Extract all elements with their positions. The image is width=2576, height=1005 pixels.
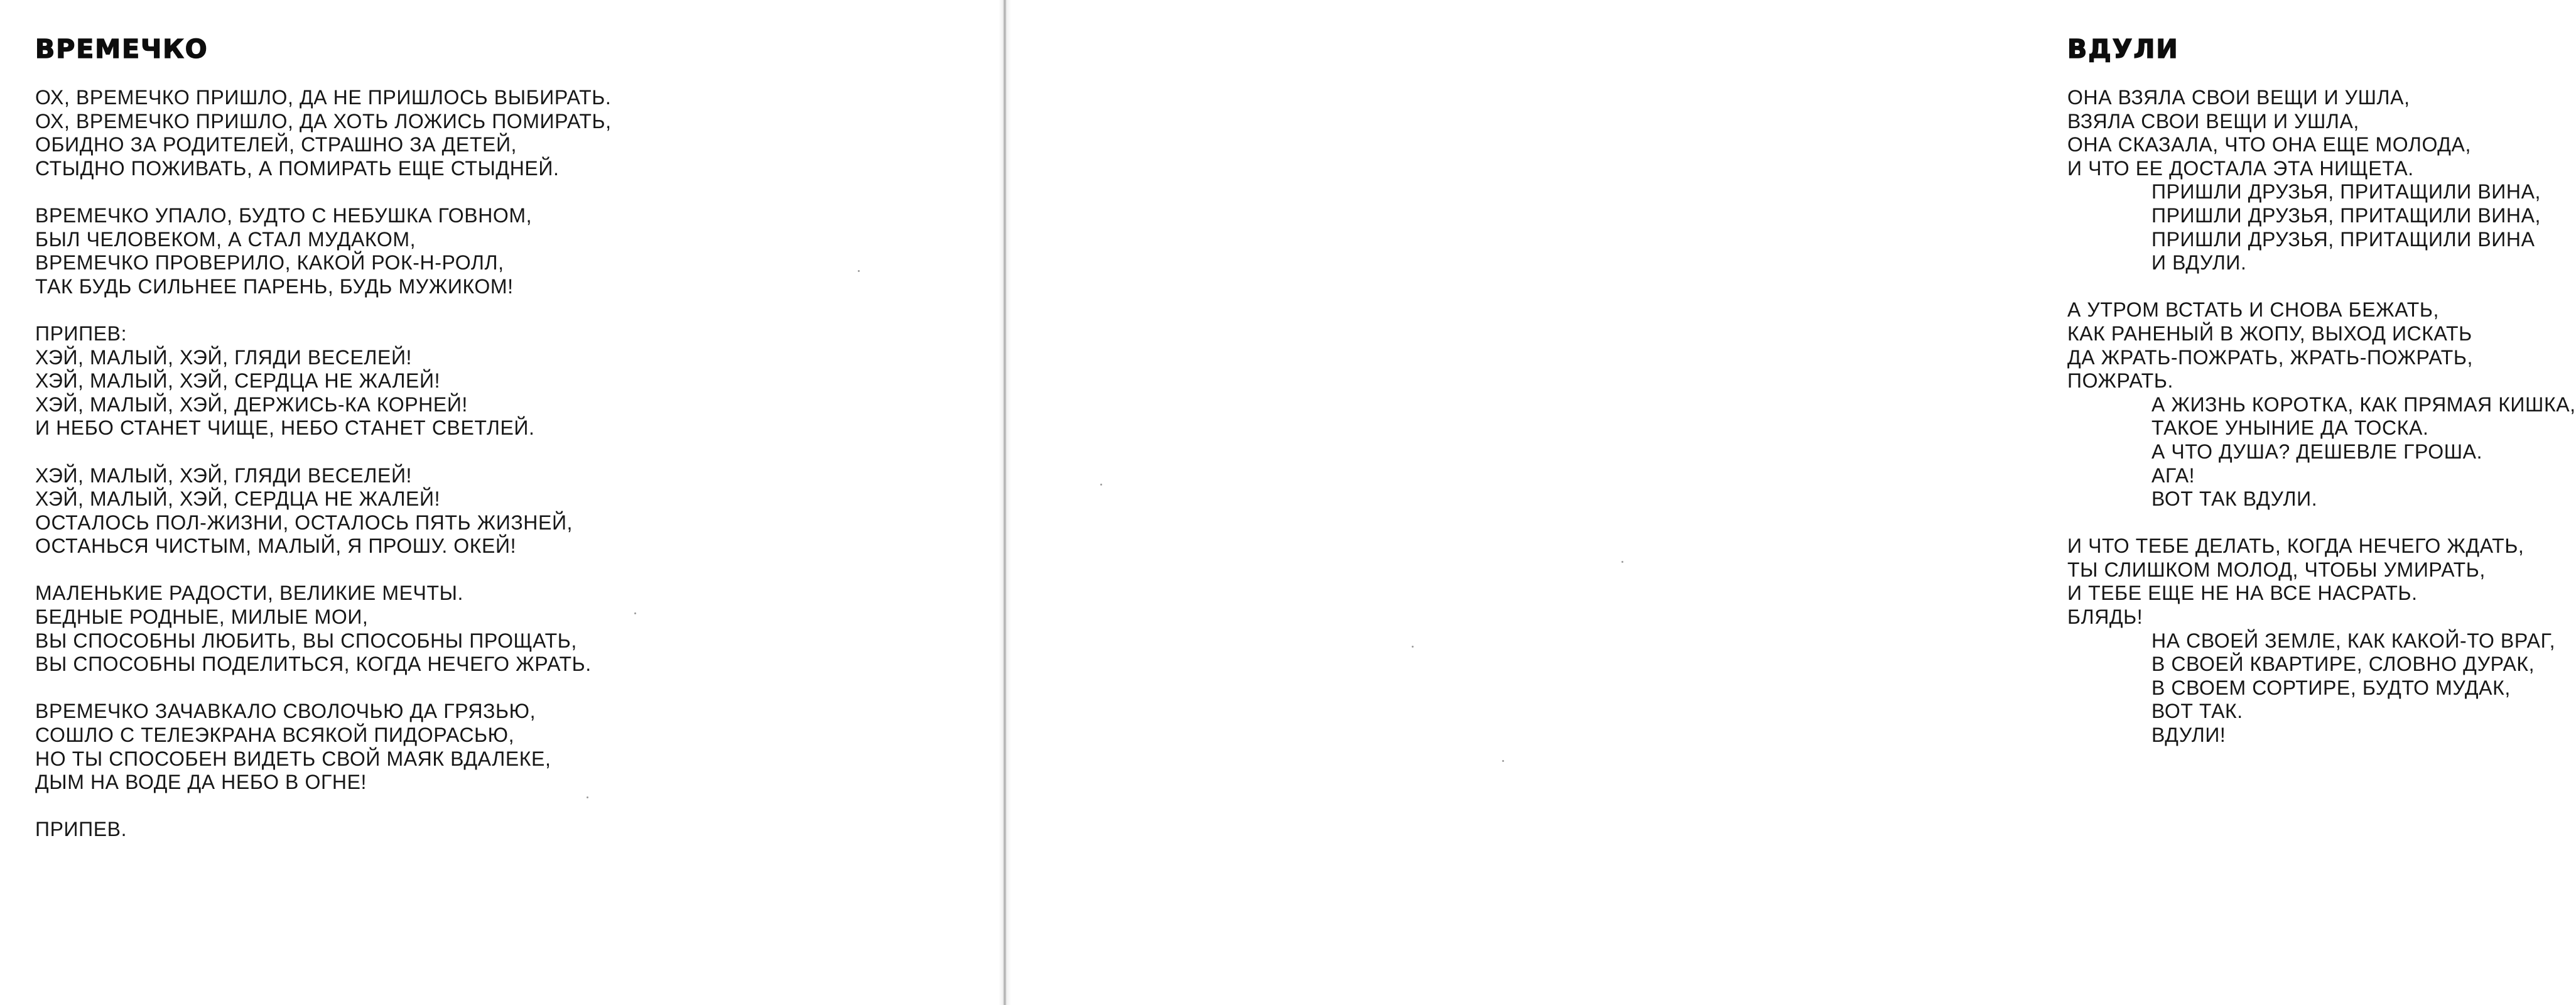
- lyric-line: ПОЖРАТЬ.: [2067, 369, 2174, 393]
- lyric-line: И ЧТО ТЕБЕ ДЕЛАТЬ, КОГДА НЕЧЕГО ЖДАТЬ,: [2067, 535, 2525, 558]
- scan-speck: [1100, 484, 1102, 486]
- lyric-line: И ЧТО ЕЕ ДОСТАЛА ЭТА НИЩЕТА.: [2067, 156, 2414, 180]
- lyric-line: ОНА СКАЗАЛА, ЧТО ОНА ЕЩЕ МОЛОДА,: [2067, 133, 2471, 156]
- stanza-break: [2067, 511, 2576, 535]
- lyric-line: МАЛЕНЬКИЕ РАДОСТИ, ВЕЛИКИЕ МЕЧТЫ.: [35, 582, 464, 605]
- lyric-line: ТАК БУДЬ СИЛЬНЕЕ ПАРЕНЬ, БУДЬ МУЖИКОМ!: [35, 274, 514, 298]
- lyric-line: ВРЕМЕЧКО ПРОВЕРИЛО, КАКОЙ РОК-Н-РОЛЛ,: [35, 251, 504, 274]
- lyrics-block: [2067, 86, 2576, 747]
- lyric-line: БЛЯДЬ!: [2067, 606, 2143, 629]
- lyric-line: АГА!: [2151, 464, 2195, 487]
- lyric-line: И НЕБО СТАНЕТ ЧИЩЕ, НЕБО СТАНЕТ СВЕТЛЕЙ.: [35, 416, 535, 440]
- lyric-line: А УТРОМ ВСТАТЬ И СНОВА БЕЖАТЬ,: [2067, 298, 2439, 322]
- lyric-line: ОХ, ВРЕМЕЧКО ПРИШЛО, ДА НЕ ПРИШЛОСЬ ВЫБИРАТЬ.: [35, 86, 612, 109]
- lyric-line: ВРЕМЕЧКО УПАЛО, БУДТО С НЕБУШКА ГОВНОМ,: [35, 204, 533, 227]
- right-page: [1009, 0, 2576, 1005]
- scan-speck: [1412, 646, 1414, 648]
- scan-speck: [1502, 760, 1504, 762]
- scan-speck: [634, 612, 636, 614]
- stanza-break: [35, 795, 612, 818]
- lyric-line: А ЧТО ДУША? ДЕШЕВЛЕ ГРОША.: [2151, 440, 2483, 463]
- scan-speck: [1621, 561, 1623, 563]
- lyric-line: В СВОЕЙ КВАРТИРЕ, СЛОВНО ДУРАК,: [2151, 653, 2535, 676]
- lyric-line: ПРИШЛИ ДРУЗЬЯ, ПРИТАЩИЛИ ВИНА: [2151, 227, 2535, 251]
- lyric-line: ДА ЖРАТЬ-ПОЖРАТЬ, ЖРАТЬ-ПОЖРАТЬ,: [2067, 345, 2474, 369]
- lyric-line: ХЭЙ, МАЛЫЙ, ХЭЙ, СЕРДЦА НЕ ЖАЛЕЙ!: [35, 369, 441, 393]
- lyric-line: НО ТЫ СПОСОБЕН ВИДЕТЬ СВОЙ МАЯК ВДАЛЕКЕ,: [35, 747, 551, 770]
- lyric-line: ВРЕМЕЧКО ЗАЧАВКАЛО СВОЛОЧЬЮ ДА ГРЯЗЬЮ,: [35, 700, 536, 723]
- lyric-line: ОСТАЛОСЬ ПОЛ-ЖИЗНИ, ОСТАЛОСЬ ПЯТЬ ЖИЗНЕЙ,: [35, 511, 573, 534]
- lyric-line: ПРИШЛИ ДРУЗЬЯ, ПРИТАЩИЛИ ВИНА,: [2151, 204, 2541, 227]
- stanza-break: [35, 298, 612, 322]
- lyric-line: ХЭЙ, МАЛЫЙ, ХЭЙ, ДЕРЖИСЬ-КА КОРНЕЙ!: [35, 393, 468, 416]
- stanza-break: [35, 440, 612, 464]
- lyric-line: ДЫМ НА ВОДЕ ДА НЕБО В ОГНЕ!: [35, 771, 367, 794]
- lyric-line: НА СВОЕЙ ЗЕМЛЕ, КАК КАКОЙ-ТО ВРАГ,: [2151, 629, 2556, 652]
- lyric-line: КАК РАНЕНЫЙ В ЖОПУ, ВЫХОД ИСКАТЬ: [2067, 322, 2472, 345]
- lyric-line: ХЭЙ, МАЛЫЙ, ХЭЙ, ГЛЯДИ ВЕСЕЛЕЙ!: [35, 345, 413, 369]
- lyric-line: ВЗЯЛА СВОИ ВЕЩИ И УШЛА,: [2067, 109, 2359, 133]
- lyric-line: ТАКОЕ УНЫНИЕ ДА ТОСКА.: [2151, 416, 2429, 440]
- lyric-line: И ТЕБЕ ЕЩЕ НЕ НА ВСЕ НАСРАТЬ.: [2067, 582, 2418, 605]
- lyric-line: А ЖИЗНЬ КОРОТКА, КАК ПРЯМАЯ КИШКА,: [2151, 393, 2576, 416]
- stanza-break: [35, 676, 612, 700]
- lyric-line: ВЫ СПОСОБНЫ ЛЮБИТЬ, ВЫ СПОСОБНЫ ПРОЩАТЬ,: [35, 629, 577, 652]
- lyric-line: БЕДНЫЕ РОДНЫЕ, МИЛЫЕ МОИ,: [35, 606, 369, 629]
- stanza-break: [2067, 275, 2576, 299]
- scan-speck: [858, 270, 860, 272]
- lyric-line: ХЭЙ, МАЛЫЙ, ХЭЙ, СЕРДЦА НЕ ЖАЛЕЙ!: [35, 487, 441, 511]
- lyric-line: ОСТАНЬСЯ ЧИСТЫМ, МАЛЫЙ, Я ПРОШУ. ОКЕЙ!: [35, 535, 517, 558]
- lyric-line: В СВОЕМ СОРТИРЕ, БУДТО МУДАК,: [2151, 676, 2511, 699]
- lyric-line: ОНА ВЗЯЛА СВОИ ВЕЩИ И УШЛА,: [2067, 86, 2410, 109]
- lyric-line: ХЭЙ, МАЛЫЙ, ХЭЙ, ГЛЯДИ ВЕСЕЛЕЙ!: [35, 464, 413, 487]
- lyric-line: ОХ, ВРЕМЕЧКО ПРИШЛО, ДА ХОТЬ ЛОЖИСЬ ПОМИРАТЬ,: [35, 109, 612, 133]
- scan-speck: [587, 796, 588, 798]
- lyric-line: ВДУЛИ!: [2151, 724, 2226, 747]
- lyric-line: ПРИПЕВ:: [35, 322, 127, 345]
- lyric-line: ВОТ ТАК ВДУЛИ.: [2151, 487, 2318, 511]
- lyric-line: И ВДУЛИ.: [2151, 251, 2247, 274]
- lyric-line: ТЫ СЛИШКОМ МОЛОД, ЧТОБЫ УМИРАТЬ,: [2067, 558, 2486, 581]
- lyric-line: БЫЛ ЧЕЛОВЕКОМ, А СТАЛ МУДАКОМ,: [35, 227, 416, 251]
- lyrics-block: [35, 86, 612, 842]
- song-title: ВДУЛИ: [2067, 34, 2179, 64]
- stanza-break: [35, 180, 612, 204]
- song-title: ВРЕМЕЧКО: [35, 34, 208, 64]
- lyric-line: ВЫ СПОСОБНЫ ПОДЕЛИТЬСЯ, КОГДА НЕЧЕГО ЖРАТЬ.: [35, 653, 592, 676]
- lyric-line: СТЫДНО ПОЖИВАТЬ, А ПОМИРАТЬ ЕЩЕ СТЫДНЕЙ.: [35, 156, 560, 180]
- lyric-line: ПРИПЕВ.: [35, 818, 127, 841]
- lyric-line: ОБИДНО ЗА РОДИТЕЛЕЙ, СТРАШНО ЗА ДЕТЕЙ,: [35, 133, 517, 156]
- lyric-line: ПРИШЛИ ДРУЗЬЯ, ПРИТАЩИЛИ ВИНА,: [2151, 180, 2541, 204]
- lyric-line: СОШЛО С ТЕЛЕЭКРАНА ВСЯКОЙ ПИДОРАСЬЮ,: [35, 724, 515, 747]
- stanza-break: [35, 558, 612, 582]
- lyric-line: ВОТ ТАК.: [2151, 700, 2243, 723]
- left-page: [0, 0, 1001, 1005]
